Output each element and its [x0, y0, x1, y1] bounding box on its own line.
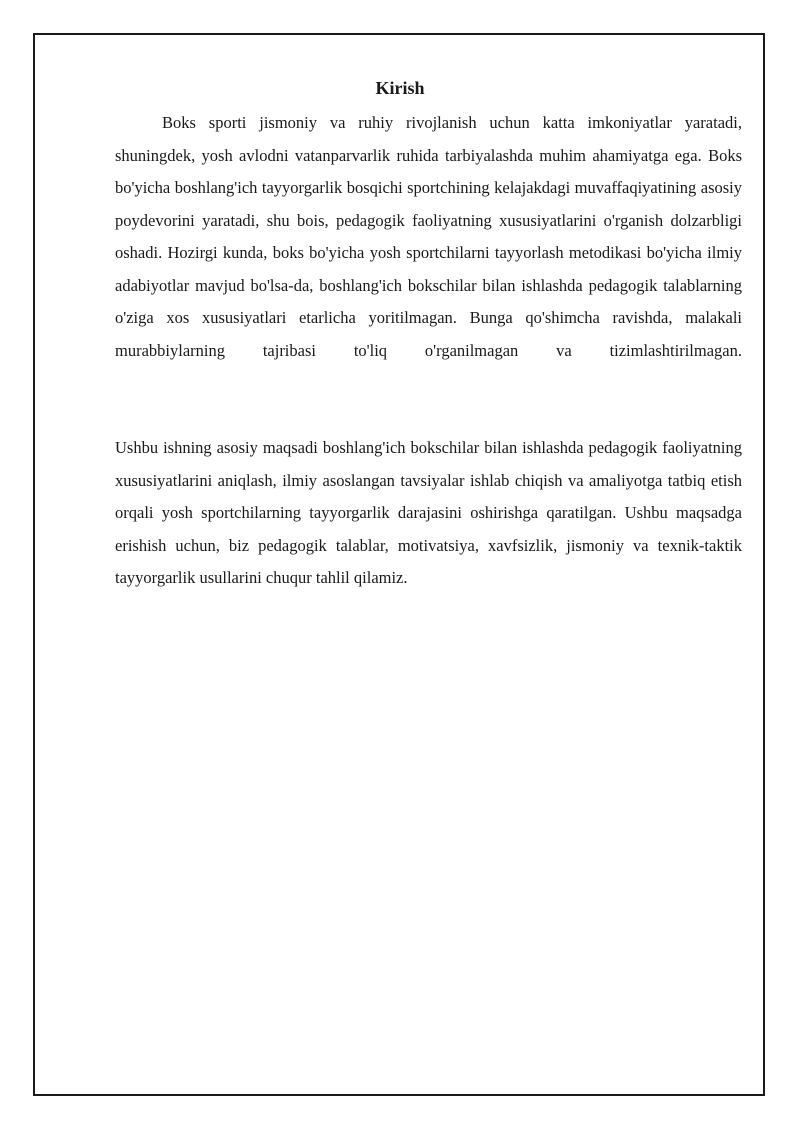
paragraph-objective: Ushbu ishning asosiy maqsadi boshlang'ich bokschilar bilan ishlashda pedagogik faoliyatning xususiyatlarini aniqlash, ilmiy asoslangan tavsiyalar ishlab chiqish va amaliyotga tatbiq etish orqali yosh sportchilarning tayyorgarlik darajasini oshirishga qaratilgan. Ushbu maqsadga erishish uchun, biz pedagogik talablar, motivatsiya, xavfsizlik, jismoniy va texnik-taktik tayyorgarlik usullarini chuqur tahlil qilamiz. — [115, 438, 742, 587]
section-heading: Kirish — [375, 78, 425, 98]
paragraph-introduction: Boks sporti jismoniy va ruhiy rivojlanish uchun katta imkoniyatlar yaratadi, shuningdek, yosh avlodni vatanparvarlik ruhida tarbiyalashda muhim ahamiyatga ega. Boks bo'yicha boshlang'ich tayyorgarlik bosqichi sportchining kelajakdagi muvaffaqiyatining asosiy poydevorini yaratadi, shu bois, pedagogik faoliyatning xususiyatlarini o'rganish dolzarbligi oshadi. Hozirgi kunda, boks bo'yicha yosh sportchilarni tayyorlash metodikasi bo'yicha ilmiy adabiyotlar mavjud bo'lsa-da, boshlang'ich bokschilar bilan ishlashda pedagogik talablarning o'ziga xos xususiyatlari etarlicha yoritilmagan. Bunga qo'shimcha ravishda, malakali murabbiylarning tajribasi to'liq o'rganilmagan va tizimlashtirilmagan. — [115, 113, 742, 360]
